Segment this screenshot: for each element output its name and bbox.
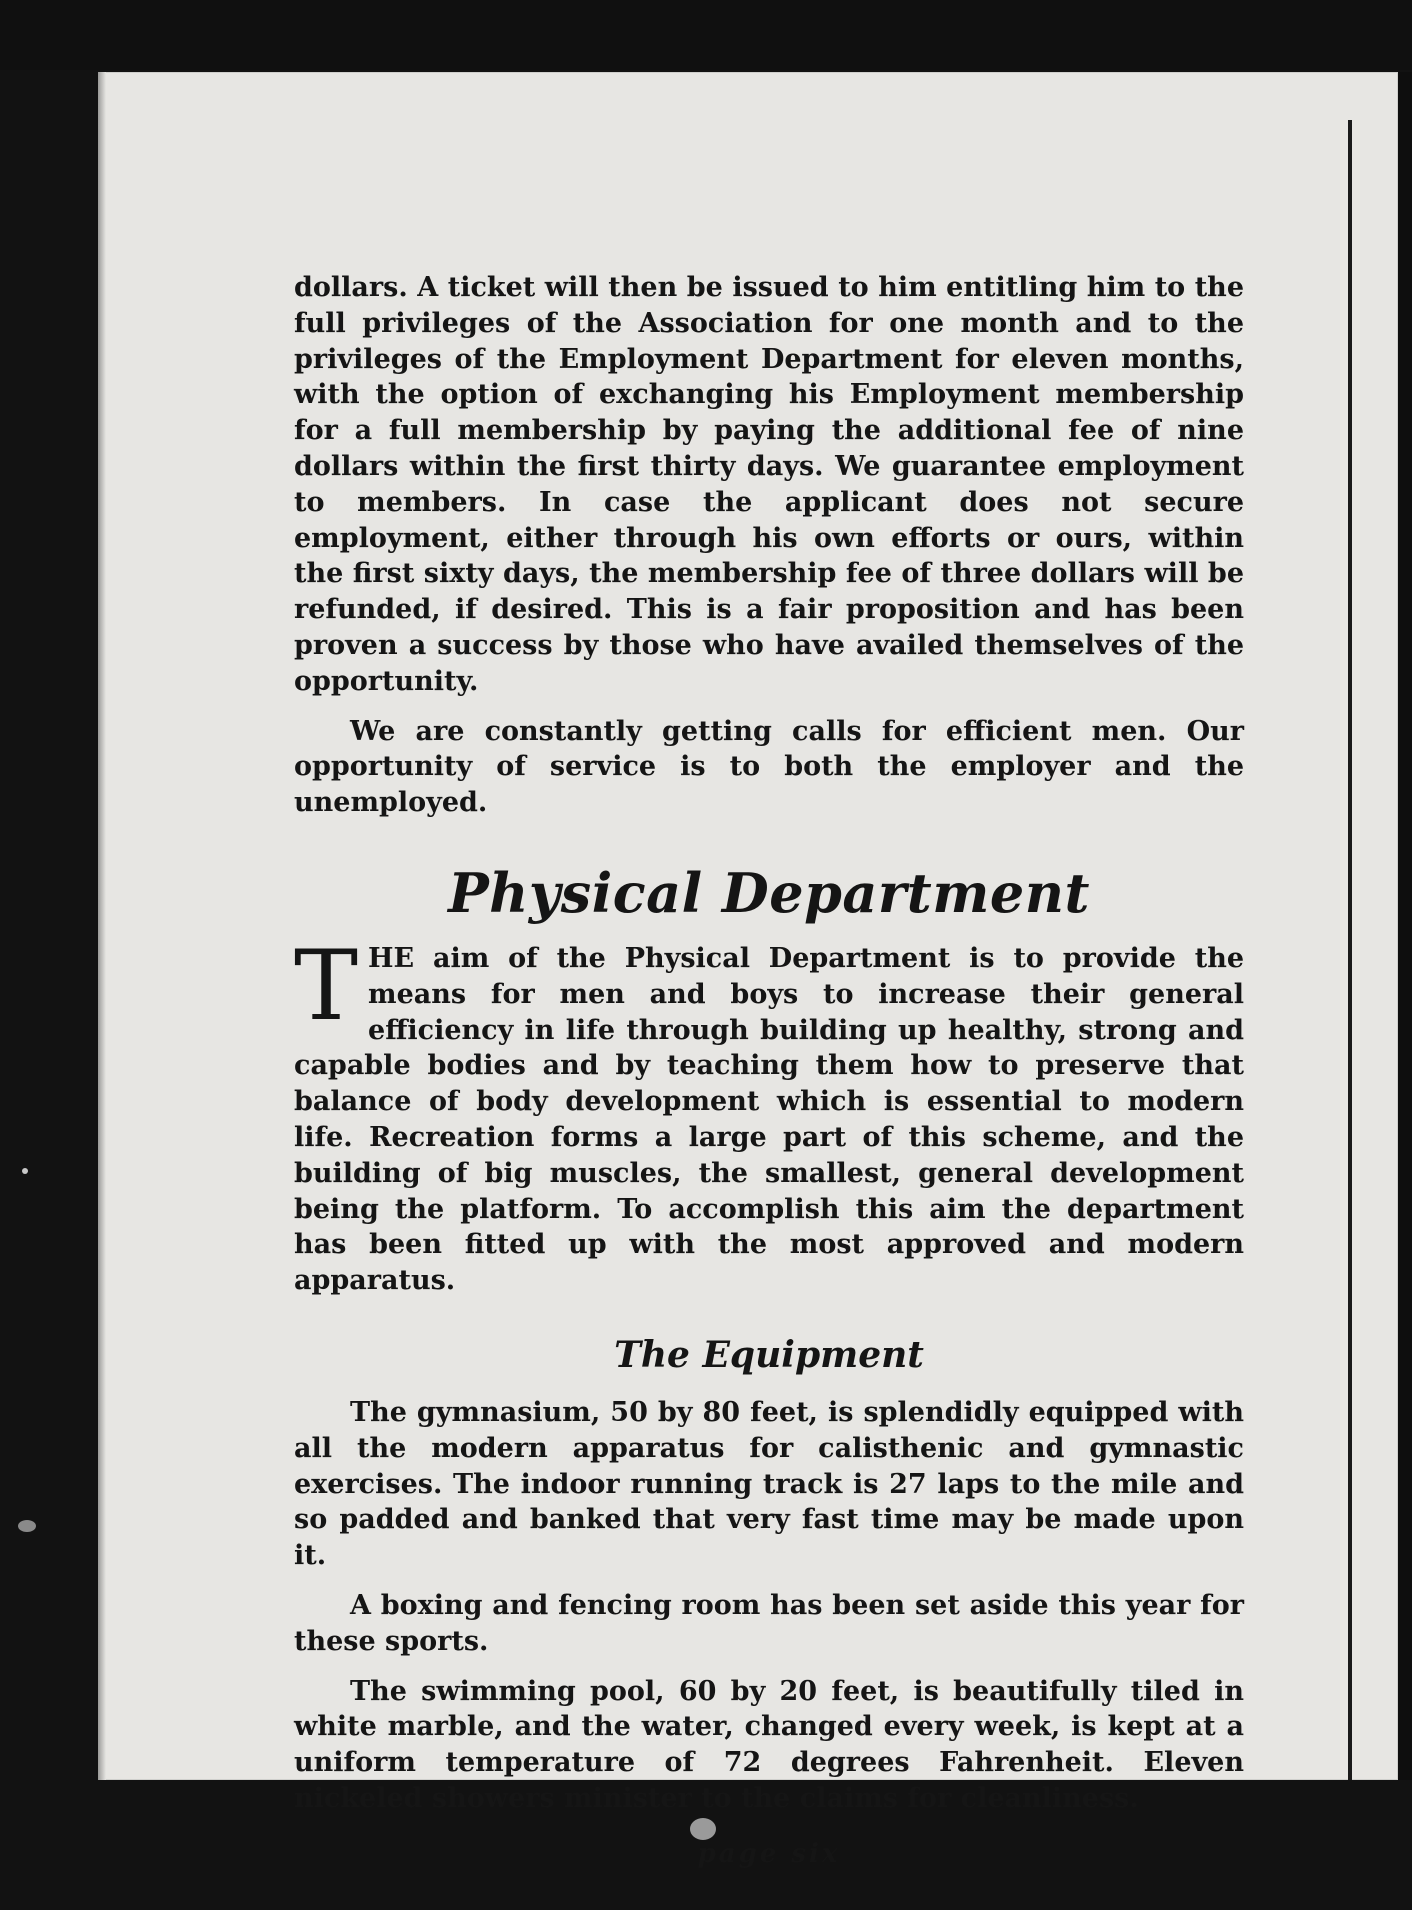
equipment-paragraph-gymnasium: The gymnasium, 50 by 80 feet, is splendidly equipped with all the modern apparatus for calisthenic and gymnastic exercises. The indoor running track is 27 laps to the mile and so padded and banked that very fast time may be made upon it. xyxy=(294,1396,1244,1572)
intro-paragraph-2: We are constantly getting calls for efficient men. Our opportunity of service is to both the employer and the unemployed. xyxy=(294,715,1244,819)
physical-department-paragraph xyxy=(294,929,1244,1299)
section-title-physical: Physical Department xyxy=(448,860,1090,925)
physical-department-body: HE aim of the Physical Department is to provide the means for men and boys to increase their general efficiency in life through building up healthy, strong and capable bodies and by teaching them how to preserve that balance of body development which is essential to modern life. Recreation forms a large part of this scheme, and the building of big muscles, the smallest, general development being the platform. To accomplish this aim the department has been fitted up with the most approved and modern apparatus. xyxy=(294,942,1244,1297)
page-edge-shadow xyxy=(98,72,106,1780)
scan-speck xyxy=(18,1520,36,1532)
scan-top-border xyxy=(0,0,1412,70)
page-content xyxy=(294,270,1244,1872)
dropcap-letter: T xyxy=(294,929,359,1042)
equipment-paragraph-pool: The swimming pool, 60 by 20 feet, is beautifully tiled in white marble, and the water, changed every week, is kept at a uniform temperature of 72 degrees Fahrenheit. Eleven nickeled showers minister to the claims for cleanliness. xyxy=(294,1675,1244,1814)
intro-paragraph-1: dollars. A ticket will then be issued to him entitling him to the full privileges of the Association for one month and to the privileges of the Employment Department for eleven months, with the option of exchanging his Employment membership for a full membership by paying the additional fee of nine dollars within the first thirty days. We guarantee employment to members. In case the applicant does not secure employment, either through his own efforts or ours, within the first sixty days, the membership fee of three dollars will be refunded, if desired. This is a fair proposition and has been proven a success by those who have availed themselves of the opportunity. xyxy=(294,272,1244,697)
scan-right-border xyxy=(1398,72,1412,1780)
page-number-footer: page six xyxy=(697,1838,841,1869)
equipment-paragraph-boxing: A boxing and fencing room has been set aside this year for these sports. xyxy=(294,1589,1244,1657)
binding-line xyxy=(1348,120,1352,1780)
section-title-equipment: The Equipment xyxy=(614,1333,924,1376)
scan-speck xyxy=(22,1168,28,1174)
